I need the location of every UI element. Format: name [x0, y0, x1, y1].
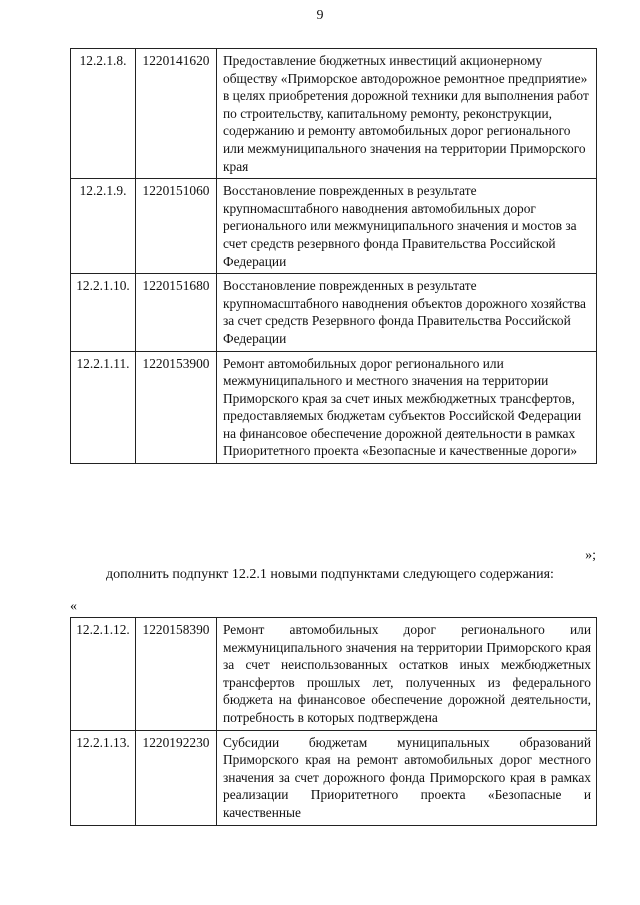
row-description: Ремонт автомобильных дорог регионального или межмуниципального и местного значения на территории Приморского края за счет иных межбюджетных трансфертов, предоставляемых бюджетам субъектов Российской Федерации на финансовое обеспечение дорожной деятельности в рамках Приоритетного проекта «Безопасные и качественные дороги» — [217, 351, 597, 464]
table-row — [71, 49, 597, 179]
table-row — [71, 351, 597, 464]
row-description: Предоставление бюджетных инвестиций акционерному обществу «Приморское автодорожное ремонтное предприятие» в целях приобретения дорожной техники для выполнения работ по строительству, капитальному ремонту, реконструкции, содержанию и ремонту автомобильных дорог регионального или межмуниципального значения на территории Приморского края — [217, 49, 597, 179]
row-description: Восстановление поврежденных в результате крупномасштабного наводнения объектов дорожного хозяйства за счет средств Резервного фонда Правительства Российской Федерации — [217, 274, 597, 351]
budget-table-2 — [70, 617, 597, 826]
closing-quote: »; — [585, 548, 596, 563]
row-code: 1220151060 — [136, 179, 217, 274]
budget-table-1 — [70, 48, 597, 464]
page-number: 9 — [316, 8, 324, 23]
row-code: 1220158390 — [136, 618, 217, 731]
row-number: 12.2.1.10. — [71, 274, 136, 351]
opening-quote: « — [70, 599, 77, 614]
row-code: 1220153900 — [136, 351, 217, 464]
row-number: 12.2.1.13. — [71, 730, 136, 825]
row-number: 12.2.1.11. — [71, 351, 136, 464]
table-row — [71, 730, 597, 825]
table-row — [71, 179, 597, 274]
amendment-paragraph: дополнить подпункт 12.2.1 новыми подпунктами следующего содержания: — [106, 567, 554, 582]
row-description: Восстановление поврежденных в результате крупномасштабного наводнения автомобильных дорог регионального или межмуниципального значения и мостов за счет средств резервного фонда Правительства Российской Федерации — [217, 179, 597, 274]
row-code: 1220151680 — [136, 274, 217, 351]
row-number: 12.2.1.8. — [71, 49, 136, 179]
row-description: Субсидии бюджетам муниципальных образований Приморского края на ремонт автомобильных дорог местного значения за счет дорожного фонда Приморского края в рамках реализации Приоритетного проекта «Безопасные и качественные — [217, 730, 597, 825]
row-number: 12.2.1.12. — [71, 618, 136, 731]
row-number: 12.2.1.9. — [71, 179, 136, 274]
row-description: Ремонт автомобильных дорог регионального или межмуниципального значения на территории Приморского края за счет неиспользованных остатков иных межбюджетных трансфертов прошлых лет, полученных из федерального бюджета на финансовое обеспечение дорожной деятельности, потребность в которых подтверждена — [217, 618, 597, 731]
table-row — [71, 274, 597, 351]
row-code: 1220141620 — [136, 49, 217, 179]
table-row — [71, 618, 597, 731]
row-code: 1220192230 — [136, 730, 217, 825]
